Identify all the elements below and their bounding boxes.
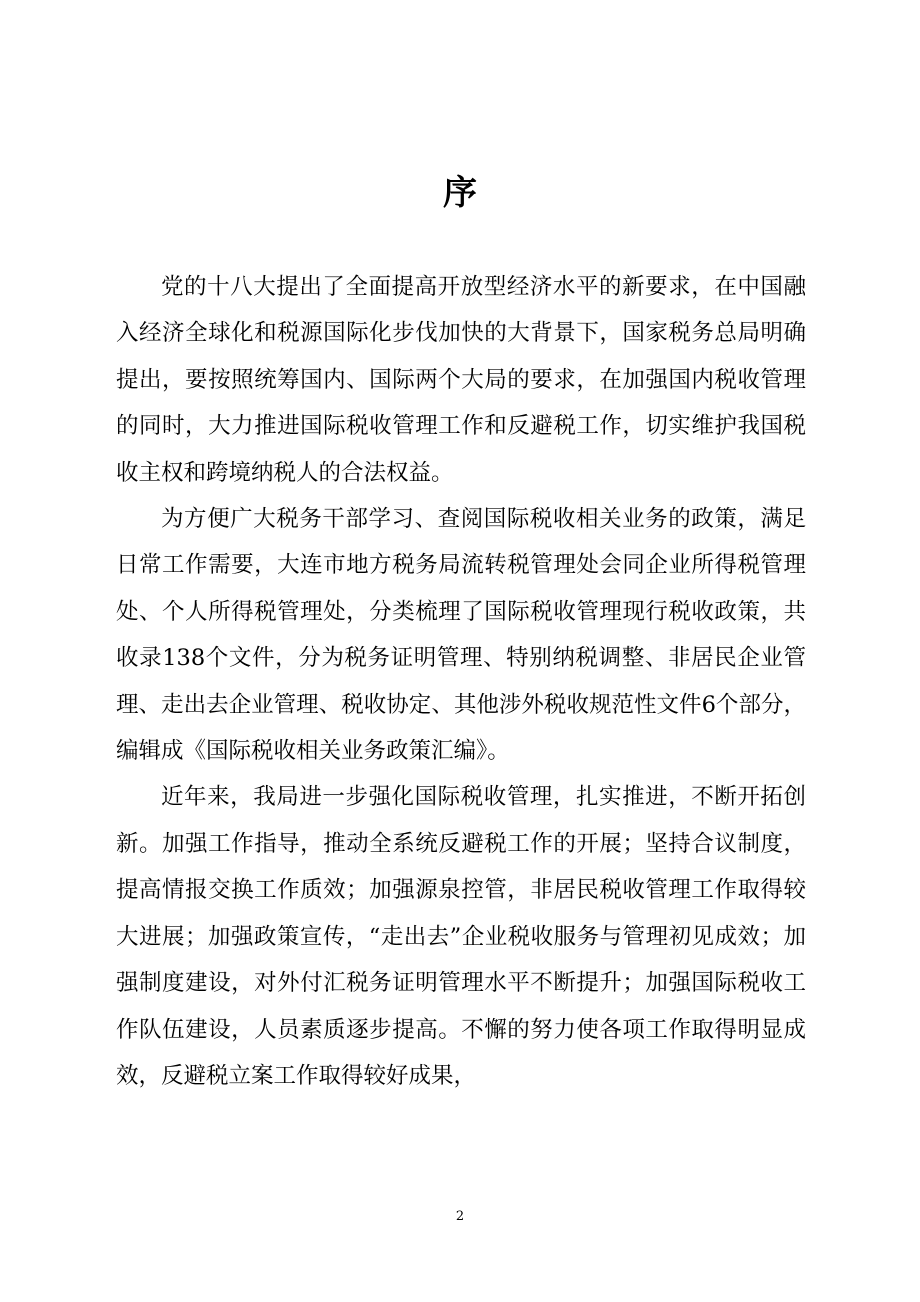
page-number: 2: [455, 1209, 465, 1224]
paragraph-achievements: 近年来，我局进一步强化国际税收管理，扎实推进，不断开拓创新。加强工作指导，推动全系统反避税工作的开展；坚持合议制度，提高情报交换工作质效；加强源泉控管，非居民税收管理工作取得较大进展；加强政策宣传，“走出去”企业税收服务与管理初见成效；加强制度建设，对外付汇税务证明管理水平不断提升；加强国际税收工作队伍建设，人员素质逐步提高。不懈的努力使各项工作取得明显成效，反避税立案工作取得较好成果，: [116, 784, 806, 1089]
page-title: 序: [443, 173, 477, 213]
body-text: [116, 264, 806, 1099]
paragraph-compilation: 为方便广大税务干部学习、查阅国际税收相关业务的政策，满足日常工作需要，大连市地方税务局流转税管理处会同企业所得税管理处、个人所得税管理处，分类梳理了国际税收管理现行税收政策，共收录138个文件，分为税务证明管理、特别纳税调整、非居民企业管理、走出去企业管理、税收协定、其他涉外税收规范性文件6个部分，编辑成《国际税收相关业务政策汇编》。: [116, 506, 806, 765]
paragraph-intro: 党的十八大提出了全面提高开放型经济水平的新要求，在中国融入经济全球化和税源国际化步伐加快的大背景下，国家税务总局明确提出，要按照统筹国内、国际两个大局的要求，在加强国内税收管理的同时，大力推进国际税收管理工作和反避税工作，切实维护我国税收主权和跨境纳税人的合法权益。: [116, 274, 806, 486]
